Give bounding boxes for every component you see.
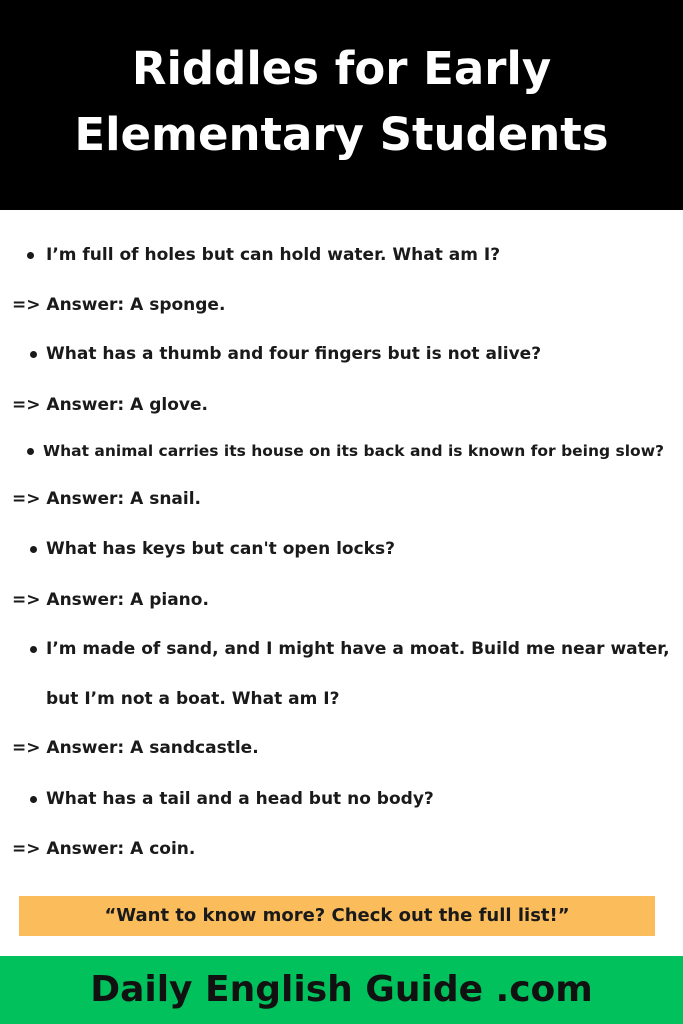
riddle-answer: => Answer: A sponge. — [12, 295, 226, 315]
bullet-icon — [27, 448, 34, 455]
bullet-icon — [30, 546, 37, 553]
cta-text: “Want to know more? Check out the full list!” — [104, 905, 570, 926]
bullet-icon — [27, 252, 34, 259]
header-banner — [0, 0, 683, 210]
title-line-2: Elementary Students — [74, 108, 609, 161]
riddle-answer: => Answer: A snail. — [12, 489, 202, 509]
riddle-answer: => Answer: A coin. — [12, 839, 196, 859]
footer-banner — [0, 956, 683, 1024]
riddle-answer: => Answer: A sandcastle. — [12, 738, 259, 758]
bullet-icon — [30, 646, 37, 653]
riddle-answer: => Answer: A piano. — [12, 590, 209, 610]
riddle-question-line-1: I’m made of sand, and I might have a moat. Build me near water, — [46, 639, 670, 659]
riddle-question: What has keys but can't open locks? — [46, 539, 395, 559]
footer-brand: Daily English Guide .com — [90, 969, 593, 1010]
riddle-question: I’m full of holes but can hold water. What am I? — [46, 245, 501, 265]
riddle-question-line-2: but I’m not a boat. What am I? — [46, 689, 340, 709]
riddle-question: What has a tail and a head but no body? — [46, 789, 434, 809]
riddle-answer: => Answer: A glove. — [12, 395, 208, 415]
bullet-icon — [30, 796, 37, 803]
cta-banner[interactable] — [19, 896, 655, 936]
title-line-1: Riddles for Early — [131, 42, 552, 95]
riddle-question: What has a thumb and four fingers but is not alive? — [46, 344, 542, 364]
riddle-question: What animal carries its house on its back and is known for being slow? — [43, 442, 665, 460]
page-title — [0, 36, 683, 168]
bullet-icon — [30, 351, 37, 358]
